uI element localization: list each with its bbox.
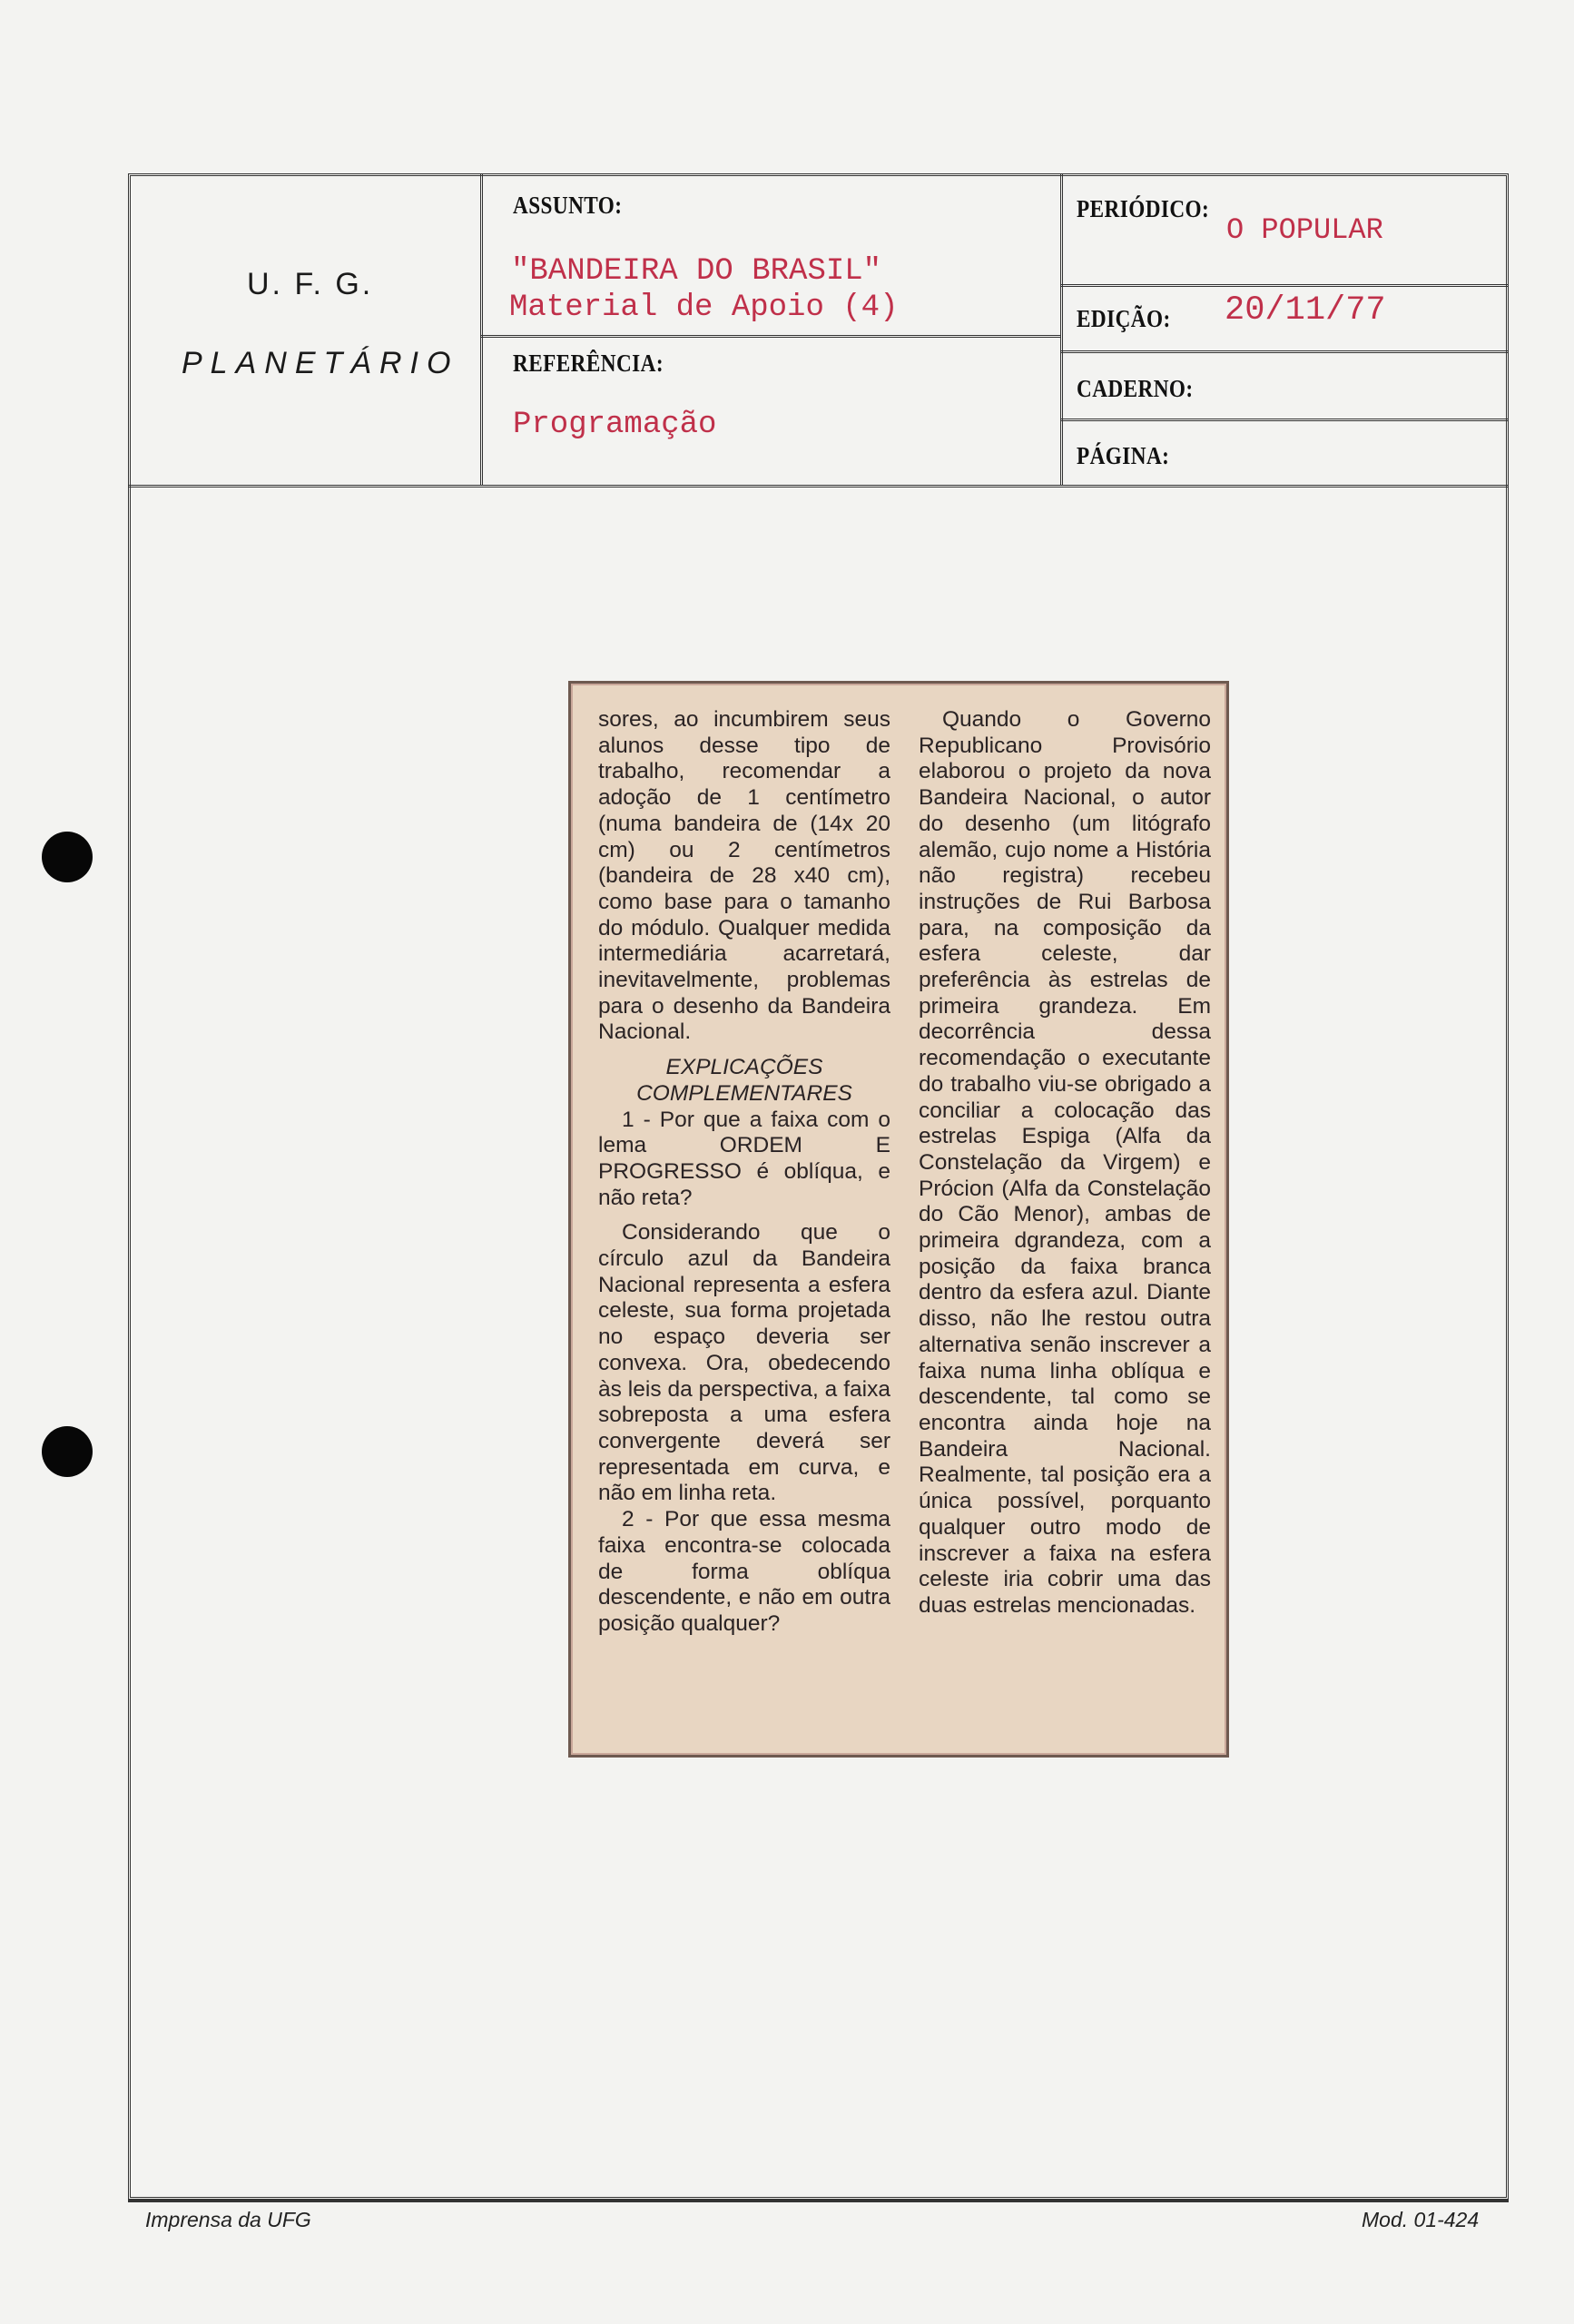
caderno-label: CADERNO: [1077,375,1194,402]
punch-hole-top [42,832,93,882]
assunto-referencia-rule [480,335,1060,338]
caderno-rule [1060,419,1509,421]
institution-name: U. F. G. [247,267,374,301]
newspaper-clipping [568,681,1229,1758]
assunto-line1: "BANDEIRA DO BRASIL" [511,254,882,289]
periodico-rule [1060,284,1509,287]
clipping-left-column [598,707,890,1638]
assunto-line2: Material de Apoio (4) [509,290,899,325]
left-paragraph-1: sores, ao incumbirem seus alunos desse tipo de trabalho, recomendar a adoção de 1 centímetro (numa bandeira de (14x 20 cm) ou 2 centímetros (bandeira de 28 x40 cm), como base para o tamanho do módulo. Qualquer medida intermediária acarretará, inevitavelmente, problemas para o desenho da Bandeira Nacional. [598,707,890,1045]
assunto-label: ASSUNTO: [513,192,623,219]
header-bottom-rule [128,485,1509,487]
punch-hole-bottom [42,1426,93,1477]
periodico-label: PERIÓDICO: [1077,195,1210,222]
right-paragraph-1: Quando o Governo Republicano Provisório elaborou o projeto da nova Bandeira Nacional, o autor do desenho (um litógrafo alemão, cujo nome a História não registra) recebeu instruções de Rui Barbosa para, na composição da esfera celeste, dar preferência às estrelas de primeira grandeza. Em decorrência dessa recomendação o executante do trabalho viu-se obrigado a conciliar a colocação das estrelas Espiga (Alfa da Constelação da Virgem) e Prócion (Alfa da Constelação do Cão Menor), ambas de primeira dgrandeza, com a posição da faixa branca dentro da esfera azul. Diante disso, não lhe restou outra alternativa senão inscrever a faixa numa linha oblíqua e descendente, tal como se encontra ainda hoje na Bandeira Nacional. Realmente, tal posição era a única possível, porquanto qualquer outro modo de inscrever a faixa na esfera celeste iria cobrir uma das duas estrelas mencionadas. [919,707,1211,1618]
referencia-value: Programação [513,408,717,442]
footer-rule [128,2200,1509,2202]
periodico-value: O POPULAR [1226,213,1383,247]
question-2: 2 - Por que essa mesma faixa encontra-se colocada de forma oblíqua descendente, e não em outra posição qualquer? [598,1507,890,1636]
footer-form-code: Mod. 01-424 [1362,2208,1480,2231]
footer-printer: Imprensa da UFG [145,2208,311,2231]
edicao-rule [1060,350,1509,353]
question-1: 1 - Por que a faixa com o lema ORDEM E PROGRESSO é oblíqua, e não reta? [598,1107,890,1210]
department-name: PLANETÁRIO [182,346,459,380]
edicao-value: 20/11/77 [1225,291,1386,330]
edicao-label: EDIÇÃO: [1077,305,1171,332]
clipping-right-column [919,707,1211,1620]
answer-1: Considerando que o círculo azul da Bandeira Nacional representa a esfera celeste, sua forma projetada no espaço deveria ser convexa. Ora, obedecendo às leis da perspectiva, a faixa sobreposta a uma esfera convergente deverá ser representada em curva, e não em linha reta. [598,1220,890,1506]
pagina-label: PÁGINA: [1077,442,1170,469]
section-heading: EXPLICAÇÕES COMPLEMENTARES [636,1055,852,1106]
header-divider-right [1060,173,1063,485]
referencia-label: REFERÊNCIA: [513,350,664,377]
header-divider-left [480,173,483,485]
